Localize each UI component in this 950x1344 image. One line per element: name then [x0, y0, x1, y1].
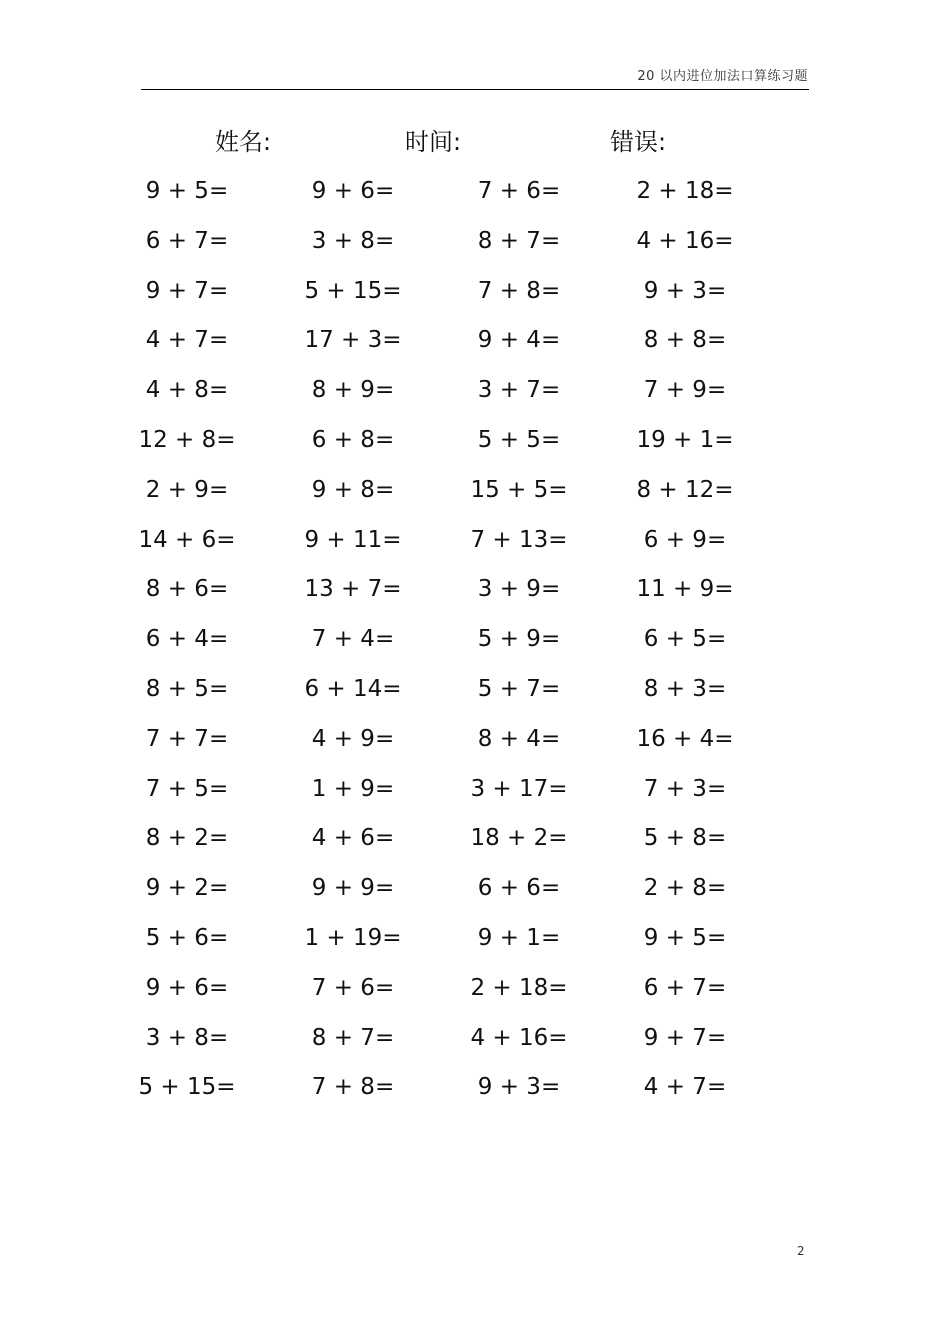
problem-text: 12 + 8=: [138, 426, 236, 453]
problem-text: 9 + 11=: [304, 526, 402, 553]
problem-text: 4 + 9=: [311, 725, 395, 752]
problem-text: 5 + 6=: [145, 924, 229, 951]
problem-text: 6 + 14=: [304, 675, 402, 702]
problem-text: 2 + 18=: [636, 178, 734, 204]
problem-text: 8 + 3=: [643, 675, 727, 702]
problem-text: 7 + 9=: [643, 377, 727, 404]
problem-text: 4 + 16=: [470, 1024, 568, 1051]
problem-text: 6 + 7=: [145, 227, 229, 254]
problem-text: 8 + 9=: [311, 377, 395, 404]
problem-row: [0, 1069, 950, 1119]
problem-row: [0, 1020, 950, 1070]
problem-text: 9 + 6=: [145, 974, 229, 1001]
problem-text: 16 + 4=: [636, 725, 734, 752]
problem-row: [0, 621, 950, 671]
problem-text: 7 + 7=: [145, 725, 229, 752]
problem-text: 17 + 3=: [304, 327, 402, 354]
problem-text: 5 + 7=: [477, 675, 561, 702]
problem-row: [0, 522, 950, 572]
problem-text: 8 + 12=: [636, 476, 734, 503]
problem-text: 8 + 2=: [145, 825, 229, 852]
problem-text: 5 + 8=: [643, 825, 727, 852]
problem-text: 9 + 3=: [643, 277, 727, 304]
problem-text: 5 + 5=: [477, 426, 561, 453]
problem-row: [0, 273, 950, 323]
problem-text: 1 + 9=: [311, 775, 395, 802]
problem-text: 9 + 8=: [311, 476, 395, 503]
problem-text: 4 + 16=: [636, 227, 734, 254]
problem-text: 6 + 6=: [477, 875, 561, 902]
problem-row: [0, 870, 950, 920]
problem-text: 9 + 5=: [145, 178, 229, 204]
problem-row: [0, 173, 950, 223]
problem-text: 8 + 7=: [477, 227, 561, 254]
errors-label: 错误:: [610, 128, 667, 156]
problem-text: 3 + 17=: [470, 775, 568, 802]
problem-text: 5 + 15=: [138, 1074, 236, 1101]
problem-text: 9 + 7=: [145, 277, 229, 304]
problem-text: 18 + 2=: [470, 825, 568, 852]
problem-text: 9 + 5=: [643, 924, 727, 951]
problem-text: 1 + 19=: [304, 924, 402, 951]
problem-text: 4 + 7=: [643, 1074, 727, 1101]
problem-text: 4 + 8=: [145, 377, 229, 404]
problem-text: 2 + 18=: [470, 974, 568, 1001]
problem-text: 5 + 9=: [477, 626, 561, 653]
problem-text: 2 + 8=: [643, 875, 727, 902]
problem-row: [0, 472, 950, 522]
problem-text: 13 + 7=: [304, 576, 402, 603]
problem-row: [0, 422, 950, 472]
problem-text: 9 + 4=: [477, 327, 561, 354]
problem-row: [0, 223, 950, 273]
problem-text: 9 + 2=: [145, 875, 229, 902]
problem-text: 8 + 8=: [643, 327, 727, 354]
problem-row: [0, 771, 950, 821]
problem-text: 6 + 8=: [311, 426, 395, 453]
problem-text: 9 + 9=: [311, 875, 395, 902]
problem-text: 6 + 4=: [145, 626, 229, 653]
problem-text: 6 + 5=: [643, 626, 727, 653]
problem-row: [0, 372, 950, 422]
problem-text: 6 + 9=: [643, 526, 727, 553]
problem-text: 3 + 8=: [145, 1024, 229, 1051]
header-rule: [141, 89, 809, 90]
problem-row: [0, 920, 950, 970]
problem-text: 6 + 7=: [643, 974, 727, 1001]
problem-text: 7 + 6=: [311, 974, 395, 1001]
problem-text: 9 + 6=: [311, 178, 395, 204]
problem-text: 11 + 9=: [636, 576, 734, 603]
problem-text: 7 + 13=: [470, 526, 568, 553]
problem-text: 14 + 6=: [138, 526, 236, 553]
field-labels: [0, 126, 950, 162]
problem-row: [0, 970, 950, 1020]
problem-text: 2 + 9=: [145, 476, 229, 503]
problem-text: 3 + 9=: [477, 576, 561, 603]
problem-text: 15 + 5=: [470, 476, 568, 503]
problem-row: [0, 322, 950, 372]
problem-text: 8 + 6=: [145, 576, 229, 603]
problem-row: [0, 820, 950, 870]
running-header: 20 以内进位加法口算练习题: [637, 69, 808, 84]
problem-text: 7 + 5=: [145, 775, 229, 802]
problem-text: 8 + 7=: [311, 1024, 395, 1051]
problem-row: [0, 571, 950, 621]
problem-text: 8 + 5=: [145, 675, 229, 702]
problem-text: 9 + 1=: [477, 924, 561, 951]
problem-text: 4 + 6=: [311, 825, 395, 852]
problem-text: 9 + 7=: [643, 1024, 727, 1051]
problem-row: [0, 721, 950, 771]
problem-text: 8 + 4=: [477, 725, 561, 752]
time-label: 时间:: [405, 128, 462, 156]
problem-text: 7 + 8=: [477, 277, 561, 304]
problem-text: 5 + 15=: [304, 277, 402, 304]
problem-text: 7 + 8=: [311, 1074, 395, 1101]
problem-text: 3 + 8=: [311, 227, 395, 254]
problem-text: 19 + 1=: [636, 426, 734, 453]
problem-text: 7 + 6=: [477, 178, 561, 204]
problem-text: 3 + 7=: [477, 377, 561, 404]
problem-text: 7 + 4=: [311, 626, 395, 653]
problem-text: 4 + 7=: [145, 327, 229, 354]
name-label: 姓名:: [215, 128, 272, 156]
problem-grid: [0, 173, 950, 1119]
problem-text: 9 + 3=: [477, 1074, 561, 1101]
problem-row: [0, 671, 950, 721]
problem-text: 7 + 3=: [643, 775, 727, 802]
page-number: 2: [797, 1244, 805, 1258]
